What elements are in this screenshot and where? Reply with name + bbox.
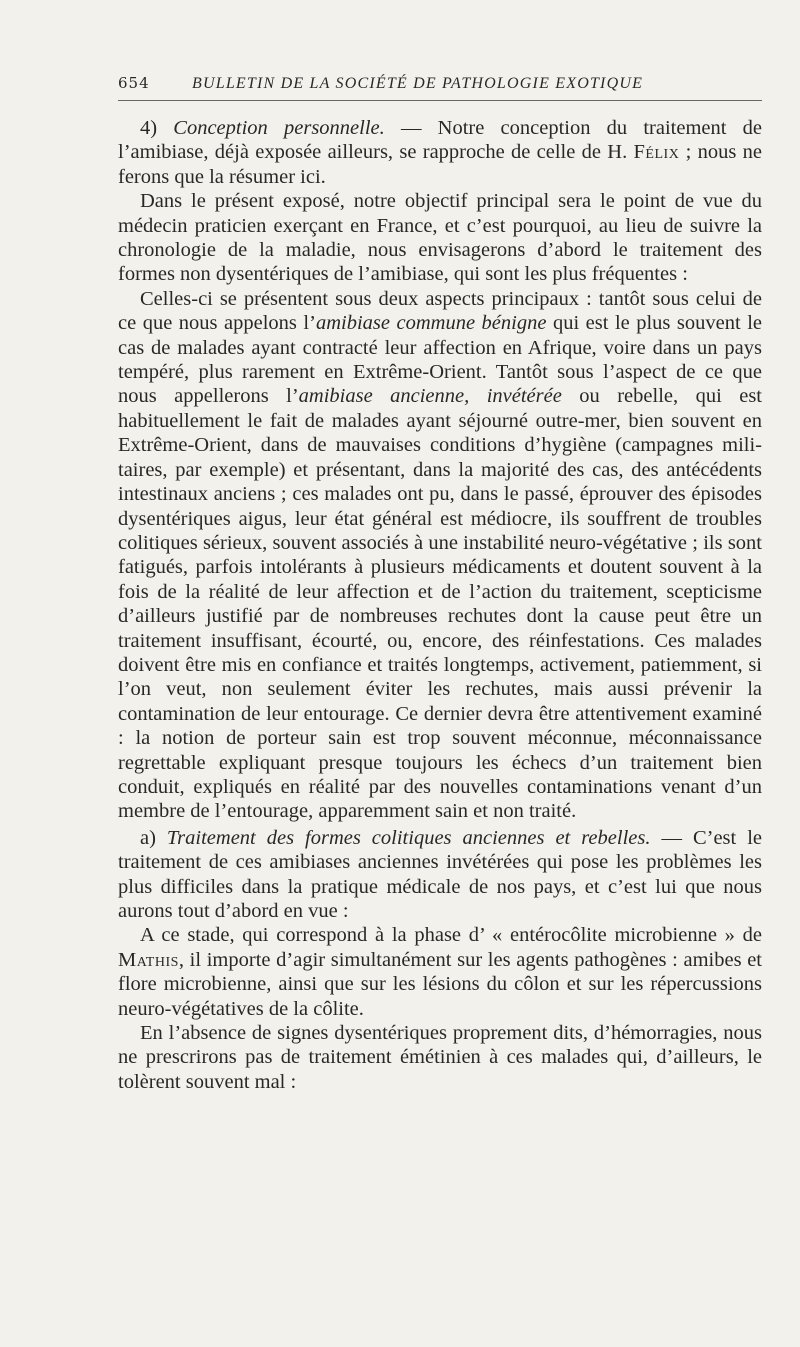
- running-title: BULLETIN DE LA SOCIÉTÉ DE PATHOLOGIE EXOTIQUE: [192, 75, 644, 92]
- italic-term: amibiase commune bénigne: [315, 312, 547, 335]
- page-number: 654: [118, 74, 150, 92]
- paragraph-text: ou rebelle, qui est habituellement le fait de malades ayant séjourné outre-mer, bien souvent en Extrême-Orient, dans de mauvaises conditions d’hygiène (campagnes militaires, par exemple) et présentant, dans la majorité des cas, des antécédents intestinaux anciens ; ces malades ont pu, dans le passé, éprouver des épisodes dysentériques aigus, leur état général est médiocre, ils souffrent de troubles colitiques sérieux, souvent associés à une instabilité neuro-végétative ; ils sont fatigués, parfois intolérants à plusieurs médicaments et doutent souvent à la fois de la réalité de leur affection et de l’action du traitement, scepticisme d’ailleurs justifié par de nombreuses rechutes dont la cause peut être un traitement insuffisant, écourté, ou, encore, des réinfestations. Ces malades doivent être mis en confiance et traités longtemps, activement, patiemment, si l’on veut, non seulement éviter les rechutes, mais aussi prévenir la contamination de leur entourage. Ce dernier devra être attentivement examiné : la notion de porteur sain est trop souvent méconnue, méconnaissance regrettable expliquant presque toujours les échecs d’un traitement bien conduit, expliqués en réalité par des nouvelles contaminations venant d’un membre de l’entourage, apparemment sain et non traité.: [118, 385, 762, 823]
- paragraph-aspects: [118, 287, 762, 824]
- paragraph-text: — C’est le traitement de ces amibiases anciennes invétérées qui pose les problèmes les plus difficiles dans la pratique médicale de nos pays, et c’est lui que nous aurons tout d’abord en vue :: [118, 826, 762, 922]
- paragraph-treatment: [118, 826, 762, 924]
- page-header: [118, 74, 762, 101]
- paragraph-stage: [118, 923, 762, 1021]
- italic-term: amibiase ancienne, invétérée: [298, 385, 562, 408]
- paragraph-text: A ce stade, qui correspond à la phase d’ « entérocôlite microbienne » de: [140, 924, 762, 947]
- section-heading: Traitement des formes colitiques anciennes et rebelles.: [166, 826, 651, 849]
- paragraph-objective: Dans le présent exposé, notre objectif principal sera le point de vue du médecin praticien exerçant en France, et c’est pourquoi, au lieu de suivre la chronologie de la maladie, nous envisagerons d’abord le traitement des formes non dysentériques de l’amibiase, qui sont les plus fréquentes :: [118, 190, 762, 286]
- paragraph-conception: [118, 116, 762, 189]
- paragraph-text: — Notre conception du traitement de l’amibiase, déjà exposée ailleurs, se rapproche de celle de H.: [118, 117, 763, 164]
- author-name: Félix: [633, 141, 680, 164]
- article-body: [118, 116, 762, 1094]
- section-heading: Conception personnelle.: [173, 117, 385, 139]
- paragraph-absence: En l’absence de signes dysentériques proprement dits, d’hémorragies, nous ne prescrirons pas de traitement émétinien à ces malades qui, d’ailleurs, le tolèrent souvent mal :: [118, 1022, 762, 1093]
- paragraph-text: qui est le plus souvent le cas de malades ayant contracté leur affection en Afrique, voire dans un pays tempéré, plus rarement en Extrême-Orient. Tantôt sous l’aspect de ce que nous appellerons l’: [118, 312, 762, 408]
- paragraph-text: ; nous ne ferons que la résumer ici.: [118, 141, 762, 188]
- author-name: Mathis: [118, 948, 179, 971]
- paragraph-text: , il importe d’agir simultanément sur les agents pathogènes : amibes et flore microbienne, ainsi que sur les lésions du côlon et sur les répercussions neuro-végétatives de la côlite.: [118, 948, 762, 1020]
- section-number: 4): [140, 117, 174, 139]
- paragraph-text: Celles-ci se présentent sous deux aspects principaux : tantôt sous celui de ce que nous appelons l’: [118, 287, 762, 335]
- section-number: a): [140, 826, 167, 849]
